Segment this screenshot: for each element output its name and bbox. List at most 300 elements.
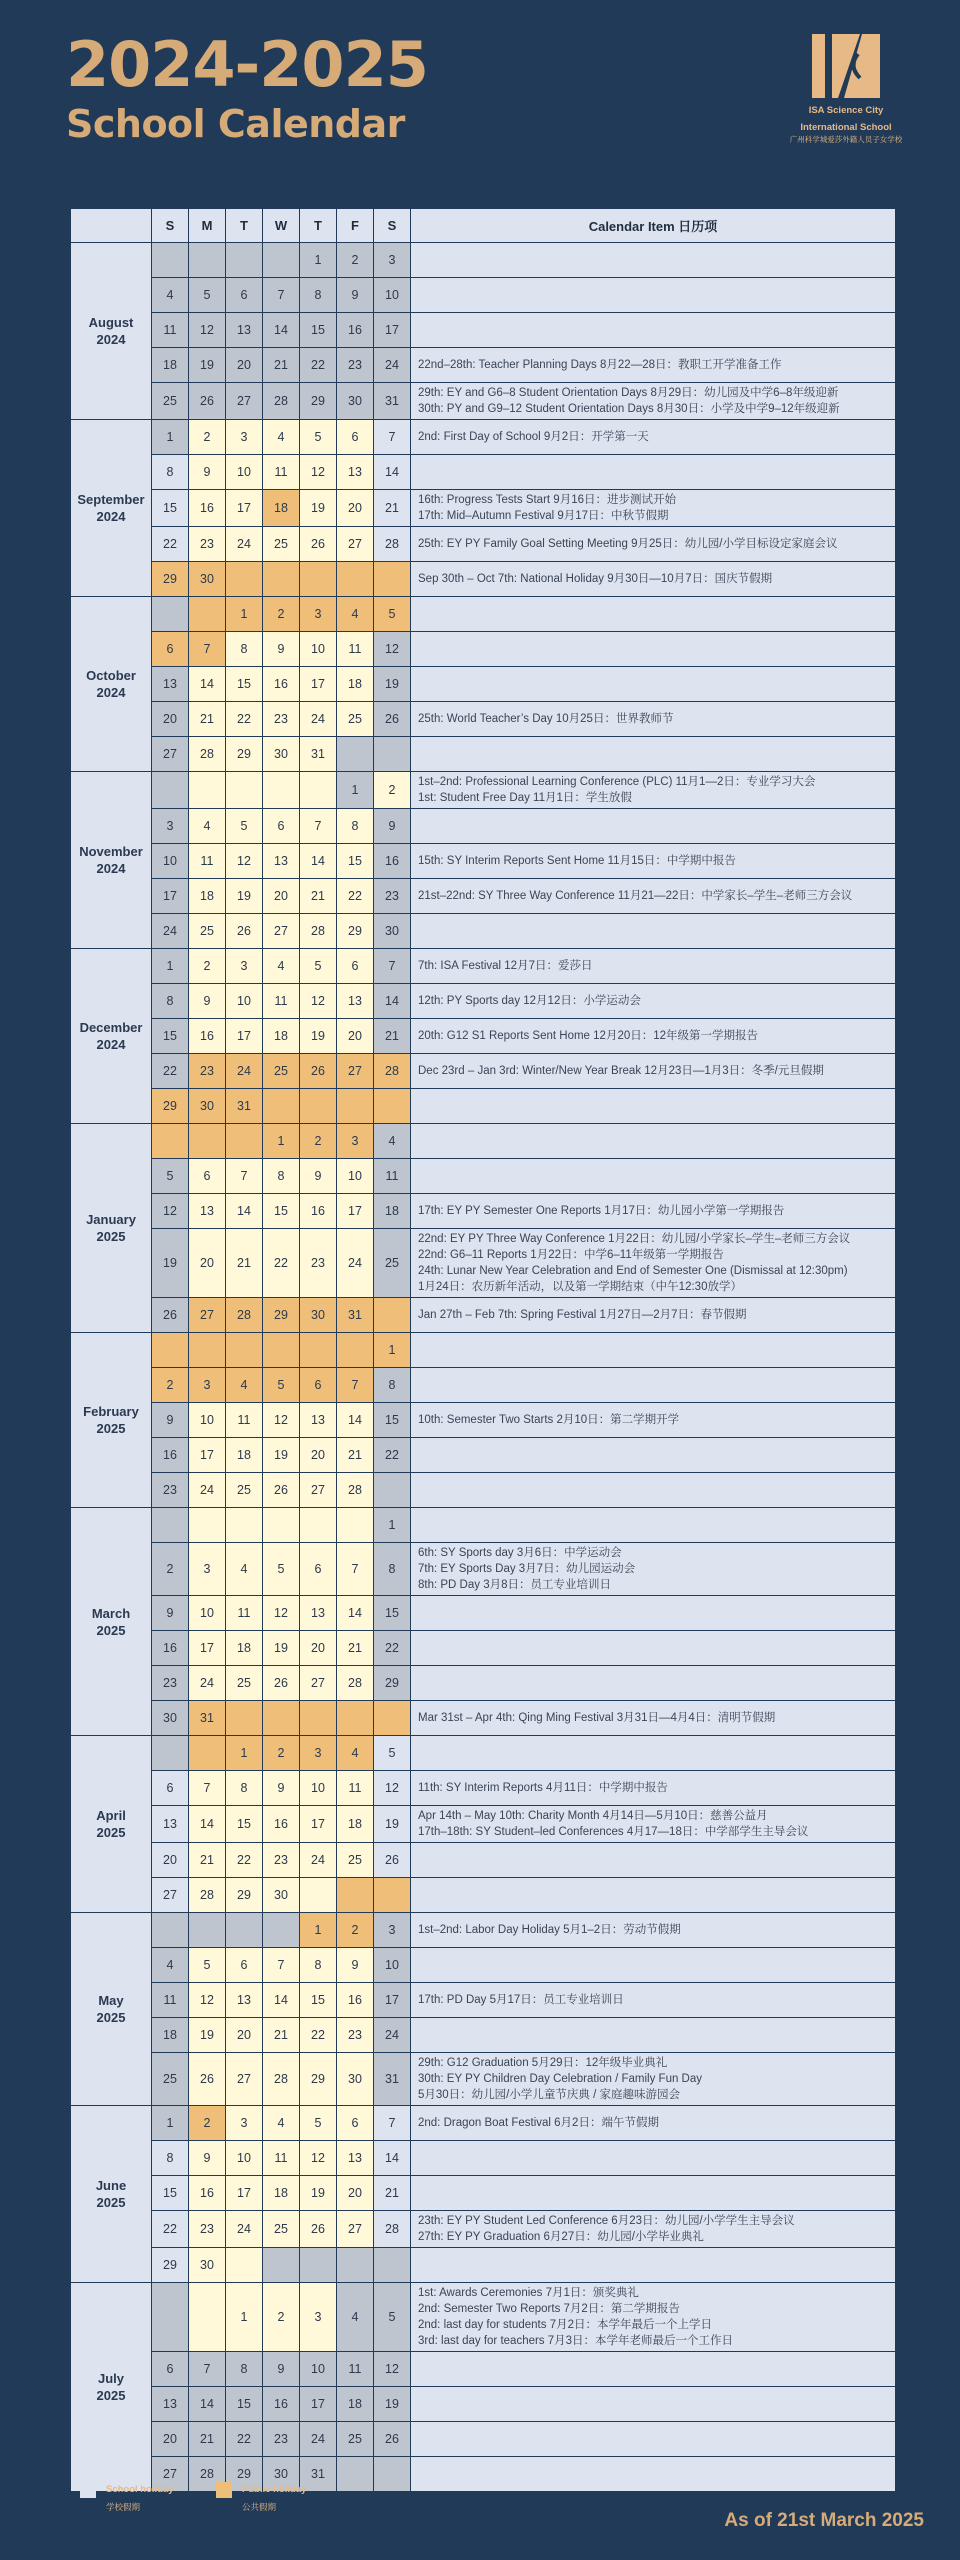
day-cell-thu: 27 xyxy=(300,1473,337,1508)
day-cell-sun: 15 xyxy=(152,2176,189,2211)
day-cell-mon: 23 xyxy=(189,1054,226,1089)
week-row xyxy=(71,1631,896,1666)
header-thursday: T xyxy=(300,209,337,243)
week-row xyxy=(71,1543,896,1596)
week-row xyxy=(71,1124,896,1159)
calendar-item-cell xyxy=(411,1596,896,1631)
calendar-item: 30th: EY PY Children Day Celebration / Family Fun Day xyxy=(418,2073,703,2085)
week-row xyxy=(71,278,896,313)
day-cell-wed: 14 xyxy=(263,313,300,348)
day-cell-sun: 8 xyxy=(152,984,189,1019)
day-cell-tue: 15 xyxy=(226,1806,263,1843)
day-cell-mon xyxy=(189,597,226,632)
week-row xyxy=(71,879,896,914)
day-cell-sat: 7 xyxy=(374,949,411,984)
day-cell-tue: 1 xyxy=(226,2283,263,2352)
day-cell-mon: 30 xyxy=(189,1089,226,1124)
day-cell-sat: 28 xyxy=(374,527,411,562)
week-row xyxy=(71,2422,896,2457)
day-cell-thu: 5 xyxy=(300,949,337,984)
day-cell-thu: 22 xyxy=(300,2018,337,2053)
day-cell-tue xyxy=(226,2248,263,2283)
day-cell-sun: 23 xyxy=(152,1473,189,1508)
day-cell-mon: 30 xyxy=(189,2248,226,2283)
day-cell-fri: 23 xyxy=(337,2018,374,2053)
month-name: May xyxy=(98,1993,124,2008)
calendar-item-cell xyxy=(411,1194,896,1229)
day-cell-sun: 24 xyxy=(152,914,189,949)
day-cell-wed xyxy=(263,562,300,597)
day-cell-mon: 3 xyxy=(189,1543,226,1596)
week-row xyxy=(71,1666,896,1701)
day-cell-wed: 28 xyxy=(263,383,300,420)
day-cell-tue: 11 xyxy=(226,1596,263,1631)
day-cell-fri: 16 xyxy=(337,313,374,348)
day-cell-fri: 30 xyxy=(337,383,374,420)
day-cell-fri: 2 xyxy=(337,243,374,278)
day-cell-mon: 23 xyxy=(189,2211,226,2248)
day-cell-wed: 27 xyxy=(263,914,300,949)
day-cell-mon xyxy=(189,772,226,809)
day-cell-sun: 30 xyxy=(152,1701,189,1736)
day-cell-thu: 5 xyxy=(300,420,337,455)
header-friday: F xyxy=(337,209,374,243)
calendar-item-cell xyxy=(411,278,896,313)
day-cell-fri: 13 xyxy=(337,984,374,1019)
day-cell-wed: 8 xyxy=(263,1159,300,1194)
day-cell-tue xyxy=(226,1701,263,1736)
day-cell-wed: 12 xyxy=(263,1596,300,1631)
week-row xyxy=(71,772,896,809)
day-cell-sat xyxy=(374,1298,411,1333)
week-row xyxy=(71,1089,896,1124)
calendar-item: 21st–22nd: SY Three Way Conference 11月21—22日：中学家长–学生–老师三方会议 xyxy=(418,890,853,902)
calendar-item-cell xyxy=(411,632,896,667)
day-cell-sun: 8 xyxy=(152,2141,189,2176)
day-cell-thu: 3 xyxy=(300,1736,337,1771)
day-cell-thu: 31 xyxy=(300,737,337,772)
day-cell-sun: 13 xyxy=(152,667,189,702)
calendar-item-cell xyxy=(411,455,896,490)
calendar-item-cell xyxy=(411,2283,896,2352)
calendar-item-cell xyxy=(411,772,896,809)
calendar-item: 8th: PD Day 3月8日：员工专业培训日 xyxy=(418,1579,611,1591)
day-cell-wed: 9 xyxy=(263,2352,300,2387)
logo-name-line2: International School xyxy=(800,122,892,133)
day-cell-tue: 29 xyxy=(226,2457,263,2492)
day-cell-mon: 7 xyxy=(189,1771,226,1806)
day-cell-fri: 13 xyxy=(337,2141,374,2176)
day-cell-sat: 29 xyxy=(374,1666,411,1701)
day-cell-wed: 30 xyxy=(263,1878,300,1913)
day-cell-tue: 10 xyxy=(226,455,263,490)
day-cell-tue xyxy=(226,772,263,809)
day-cell-sat: 3 xyxy=(374,1913,411,1948)
calendar-item-cell xyxy=(411,2053,896,2106)
week-row xyxy=(71,1771,896,1806)
day-cell-tue xyxy=(226,1124,263,1159)
day-cell-tue: 22 xyxy=(226,2422,263,2457)
day-cell-mon xyxy=(189,243,226,278)
day-cell-tue: 17 xyxy=(226,490,263,527)
week-row xyxy=(71,562,896,597)
calendar-item: 17th: Mid–Autumn Festival 9月17日：中秋节假期 xyxy=(418,510,669,522)
day-cell-mon: 6 xyxy=(189,1159,226,1194)
calendar-item: 1st–2nd: Labor Day Holiday 5月1–2日：劳动节假期 xyxy=(418,1924,681,1936)
day-cell-sat: 14 xyxy=(374,984,411,1019)
day-cell-thu: 17 xyxy=(300,1806,337,1843)
day-cell-thu: 12 xyxy=(300,2141,337,2176)
day-cell-fri: 17 xyxy=(337,1194,374,1229)
day-cell-wed: 13 xyxy=(263,844,300,879)
day-cell-sun: 19 xyxy=(152,1229,189,1298)
day-cell-mon: 16 xyxy=(189,490,226,527)
calendar-item-cell xyxy=(411,1806,896,1843)
month-name: April xyxy=(96,1808,126,1823)
day-cell-thu xyxy=(300,2248,337,2283)
day-cell-sat: 15 xyxy=(374,1403,411,1438)
day-cell-tue: 21 xyxy=(226,1229,263,1298)
calendar-item: 11th: SY Interim Reports 4月11日：中学期中报告 xyxy=(418,1782,668,1794)
day-cell-wed: 16 xyxy=(263,667,300,702)
day-cell-mon: 30 xyxy=(189,562,226,597)
calendar-item-cell xyxy=(411,527,896,562)
day-cell-sun: 22 xyxy=(152,527,189,562)
calendar-item: 10th: Semester Two Starts 2月10日：第二学期开学 xyxy=(418,1414,680,1426)
day-cell-sun xyxy=(152,1508,189,1543)
day-cell-mon: 20 xyxy=(189,1229,226,1298)
day-cell-thu: 26 xyxy=(300,2211,337,2248)
day-cell-tue: 19 xyxy=(226,879,263,914)
month-year: 2024 xyxy=(96,1037,126,1052)
day-cell-sun: 15 xyxy=(152,490,189,527)
day-cell-tue: 6 xyxy=(226,1948,263,1983)
day-cell-thu xyxy=(300,1508,337,1543)
day-cell-tue: 25 xyxy=(226,1473,263,1508)
day-cell-wed: 26 xyxy=(263,1666,300,1701)
day-cell-wed: 21 xyxy=(263,348,300,383)
day-cell-thu: 24 xyxy=(300,2422,337,2457)
day-cell-thu xyxy=(300,1878,337,1913)
day-cell-thu: 6 xyxy=(300,1368,337,1403)
day-cell-fri: 14 xyxy=(337,1403,374,1438)
week-row xyxy=(71,1736,896,1771)
day-cell-sat: 1 xyxy=(374,1508,411,1543)
month-label-december xyxy=(71,949,152,1124)
week-row xyxy=(71,2248,896,2283)
day-cell-tue: 26 xyxy=(226,914,263,949)
day-cell-wed: 15 xyxy=(263,1194,300,1229)
day-cell-mon: 9 xyxy=(189,2141,226,2176)
day-cell-wed: 1 xyxy=(263,1124,300,1159)
day-cell-sun: 17 xyxy=(152,879,189,914)
day-cell-wed: 2 xyxy=(263,2283,300,2352)
day-cell-tue xyxy=(226,243,263,278)
week-row xyxy=(71,1508,896,1543)
month-name: August xyxy=(88,315,134,330)
calendar-item-cell xyxy=(411,348,896,383)
calendar-item: Dec 23rd – Jan 3rd: Winter/New Year Break 12月23日—1月3日：冬季/元旦假期 xyxy=(418,1065,824,1077)
day-cell-tue xyxy=(226,1508,263,1543)
day-cell-mon: 21 xyxy=(189,1843,226,1878)
calendar-item: 12th: PY Sports day 12月12日：小学运动会 xyxy=(418,995,641,1007)
day-cell-wed: 7 xyxy=(263,1948,300,1983)
day-cell-mon xyxy=(189,1913,226,1948)
calendar-item: 25th: World Teacher’s Day 10月25日：世界教师节 xyxy=(418,713,674,725)
day-cell-fri xyxy=(337,1508,374,1543)
day-cell-sun: 3 xyxy=(152,809,189,844)
day-cell-sun xyxy=(152,597,189,632)
day-cell-thu: 2 xyxy=(300,1124,337,1159)
day-cell-fri: 7 xyxy=(337,1543,374,1596)
day-cell-fri: 29 xyxy=(337,914,374,949)
day-cell-fri: 9 xyxy=(337,278,374,313)
day-cell-sun: 20 xyxy=(152,2422,189,2457)
day-cell-thu: 8 xyxy=(300,278,337,313)
day-cell-mon: 17 xyxy=(189,1631,226,1666)
day-cell-wed: 20 xyxy=(263,879,300,914)
day-cell-fri: 9 xyxy=(337,1948,374,1983)
day-cell-tue: 24 xyxy=(226,1054,263,1089)
day-cell-mon: 10 xyxy=(189,1403,226,1438)
calendar-item-cell xyxy=(411,914,896,949)
day-cell-mon: 25 xyxy=(189,914,226,949)
day-cell-wed xyxy=(263,772,300,809)
day-cell-sat: 23 xyxy=(374,879,411,914)
day-cell-wed: 4 xyxy=(263,420,300,455)
day-cell-thu: 1 xyxy=(300,1913,337,1948)
day-cell-fri: 27 xyxy=(337,1054,374,1089)
calendar-item-cell xyxy=(411,2176,896,2211)
day-cell-sun: 9 xyxy=(152,1596,189,1631)
day-cell-mon: 2 xyxy=(189,2106,226,2141)
day-cell-thu: 21 xyxy=(300,879,337,914)
day-cell-sat xyxy=(374,1089,411,1124)
day-cell-sat: 19 xyxy=(374,2387,411,2422)
month-name: July xyxy=(97,2371,124,2386)
day-cell-fri: 18 xyxy=(337,2387,374,2422)
day-cell-tue: 25 xyxy=(226,1666,263,1701)
day-cell-thu xyxy=(300,772,337,809)
month-name: November xyxy=(79,844,143,859)
month-year: 2025 xyxy=(96,2388,126,2403)
day-cell-sun: 25 xyxy=(152,383,189,420)
day-cell-wed: 23 xyxy=(263,702,300,737)
day-cell-wed: 18 xyxy=(263,1019,300,1054)
day-cell-tue: 31 xyxy=(226,1089,263,1124)
calendar-item-cell xyxy=(411,1771,896,1806)
calendar-item-cell xyxy=(411,1631,896,1666)
day-cell-fri xyxy=(337,1089,374,1124)
day-cell-mon: 14 xyxy=(189,2387,226,2422)
week-row xyxy=(71,737,896,772)
day-cell-fri xyxy=(337,1878,374,1913)
legend-school-holiday-cn: 学校假期 xyxy=(106,2502,141,2512)
calendar-item: 7th: ISA Festival 12月7日：爱莎日 xyxy=(418,960,593,972)
day-cell-wed: 11 xyxy=(263,984,300,1019)
week-row xyxy=(71,1019,896,1054)
calendar-item-cell xyxy=(411,597,896,632)
day-cell-thu: 20 xyxy=(300,1438,337,1473)
day-cell-sun: 1 xyxy=(152,420,189,455)
header-monday: M xyxy=(189,209,226,243)
calendar-item-cell xyxy=(411,243,896,278)
calendar-item: 5月30日：幼儿园/小学儿童节庆典 / 家庭趣味游园会 xyxy=(418,2089,680,2101)
day-cell-sat: 25 xyxy=(374,1229,411,1298)
day-cell-fri: 6 xyxy=(337,949,374,984)
calendar-item: 23th: EY PY Student Led Conference 6月23日：幼儿园/小学学生主导会议 xyxy=(418,2215,795,2227)
day-cell-wed: 6 xyxy=(263,809,300,844)
day-cell-sun: 1 xyxy=(152,2106,189,2141)
day-cell-sat: 9 xyxy=(374,809,411,844)
day-cell-wed: 22 xyxy=(263,1229,300,1298)
calendar-item-cell xyxy=(411,1019,896,1054)
calendar-item-cell xyxy=(411,2106,896,2141)
day-cell-fri xyxy=(337,562,374,597)
day-cell-mon: 23 xyxy=(189,527,226,562)
day-cell-wed xyxy=(263,1913,300,1948)
day-cell-tue: 8 xyxy=(226,1771,263,1806)
calendar-item: 16th: Progress Tests Start 9月16日：进步测试开始 xyxy=(418,494,676,506)
day-cell-fri: 18 xyxy=(337,1806,374,1843)
day-cell-sun: 15 xyxy=(152,1019,189,1054)
day-cell-sat: 24 xyxy=(374,2018,411,2053)
day-cell-sat: 24 xyxy=(374,348,411,383)
day-cell-thu: 29 xyxy=(300,2053,337,2106)
month-name: January xyxy=(86,1212,136,1227)
week-row xyxy=(71,844,896,879)
day-cell-thu: 19 xyxy=(300,490,337,527)
month-label-march xyxy=(71,1508,152,1736)
day-cell-mon xyxy=(189,1333,226,1368)
calendar-item-cell xyxy=(411,2248,896,2283)
calendar-item: 2nd: Dragon Boat Festival 6月2日：端午节假期 xyxy=(418,2117,659,2129)
day-cell-mon: 27 xyxy=(189,1298,226,1333)
calendar-item-cell xyxy=(411,1508,896,1543)
header-tuesday: T xyxy=(226,209,263,243)
calendar-item-cell xyxy=(411,1843,896,1878)
day-cell-sat: 7 xyxy=(374,2106,411,2141)
day-cell-wed: 16 xyxy=(263,1806,300,1843)
week-row xyxy=(71,348,896,383)
day-cell-tue: 11 xyxy=(226,1403,263,1438)
isa-logo-icon xyxy=(810,32,882,100)
day-cell-fri: 4 xyxy=(337,1736,374,1771)
calendar-item-cell xyxy=(411,844,896,879)
day-cell-sat: 10 xyxy=(374,1948,411,1983)
calendar-body xyxy=(71,243,896,2492)
day-cell-fri: 25 xyxy=(337,2422,374,2457)
day-cell-sun: 11 xyxy=(152,313,189,348)
day-cell-thu: 30 xyxy=(300,1298,337,1333)
month-year: 2025 xyxy=(96,1421,126,1436)
month-year: 2024 xyxy=(96,861,126,876)
day-cell-thu: 13 xyxy=(300,1403,337,1438)
day-cell-sun: 27 xyxy=(152,737,189,772)
day-cell-tue: 20 xyxy=(226,2018,263,2053)
day-cell-fri: 1 xyxy=(337,772,374,809)
day-cell-tue: 13 xyxy=(226,313,263,348)
day-cell-sun: 26 xyxy=(152,1298,189,1333)
day-cell-fri: 31 xyxy=(337,1298,374,1333)
calendar-item-cell xyxy=(411,1089,896,1124)
day-cell-sat: 10 xyxy=(374,278,411,313)
month-name: February xyxy=(83,1404,139,1419)
day-cell-sun: 11 xyxy=(152,1983,189,2018)
legend-public-holiday-cn: 公共假期 xyxy=(242,2502,277,2512)
day-cell-wed: 7 xyxy=(263,278,300,313)
day-cell-tue: 6 xyxy=(226,278,263,313)
day-cell-wed: 18 xyxy=(263,490,300,527)
day-cell-sun xyxy=(152,2283,189,2352)
month-year: 2025 xyxy=(96,1229,126,1244)
day-cell-sun: 13 xyxy=(152,2387,189,2422)
day-cell-sat: 21 xyxy=(374,2176,411,2211)
day-cell-sat: 15 xyxy=(374,1596,411,1631)
day-cell-wed: 25 xyxy=(263,527,300,562)
week-row xyxy=(71,1913,896,1948)
calendar-item: 1月24日：农历新年活动，以及第一学期结束（中午12:30放学） xyxy=(418,1281,742,1293)
day-cell-fri: 6 xyxy=(337,420,374,455)
day-cell-fri: 14 xyxy=(337,1596,374,1631)
day-cell-thu: 17 xyxy=(300,2387,337,2422)
day-cell-sat xyxy=(374,737,411,772)
day-cell-sun: 4 xyxy=(152,278,189,313)
day-cell-mon: 28 xyxy=(189,2457,226,2492)
day-cell-fri: 20 xyxy=(337,2176,374,2211)
day-cell-fri: 15 xyxy=(337,844,374,879)
logo-name-chinese: 广州科学城爱莎外籍人员子女学校 xyxy=(789,135,903,144)
day-cell-fri: 21 xyxy=(337,1631,374,1666)
week-row xyxy=(71,1843,896,1878)
calendar-item-cell xyxy=(411,1913,896,1948)
day-cell-thu: 23 xyxy=(300,1229,337,1298)
week-row xyxy=(71,1701,896,1736)
day-cell-wed: 11 xyxy=(263,455,300,490)
header-month-cell xyxy=(71,209,152,243)
day-cell-thu: 13 xyxy=(300,1596,337,1631)
day-cell-thu: 12 xyxy=(300,455,337,490)
month-name: October xyxy=(86,668,136,683)
week-row xyxy=(71,313,896,348)
day-cell-thu: 31 xyxy=(300,2457,337,2492)
week-row xyxy=(71,1368,896,1403)
day-cell-sat: 21 xyxy=(374,1019,411,1054)
day-cell-thu: 9 xyxy=(300,1159,337,1194)
calendar-item-cell xyxy=(411,879,896,914)
day-cell-tue: 22 xyxy=(226,1843,263,1878)
day-cell-mon: 21 xyxy=(189,702,226,737)
day-cell-fri: 13 xyxy=(337,455,374,490)
calendar-item-cell xyxy=(411,1438,896,1473)
day-cell-sat: 4 xyxy=(374,1124,411,1159)
day-cell-sat: 11 xyxy=(374,1159,411,1194)
day-cell-thu: 10 xyxy=(300,2352,337,2387)
week-row xyxy=(71,1159,896,1194)
day-cell-tue: 4 xyxy=(226,1368,263,1403)
day-cell-tue: 17 xyxy=(226,1019,263,1054)
day-cell-tue: 8 xyxy=(226,632,263,667)
calendar-item-cell xyxy=(411,1229,896,1298)
day-cell-fri: 25 xyxy=(337,702,374,737)
day-cell-sun: 9 xyxy=(152,1403,189,1438)
day-cell-thu: 22 xyxy=(300,348,337,383)
day-cell-mon: 9 xyxy=(189,984,226,1019)
week-row xyxy=(71,667,896,702)
as-of-date: As of 21st March 2025 xyxy=(724,2510,924,2531)
calendar-item-cell xyxy=(411,1736,896,1771)
day-cell-wed: 14 xyxy=(263,1983,300,2018)
